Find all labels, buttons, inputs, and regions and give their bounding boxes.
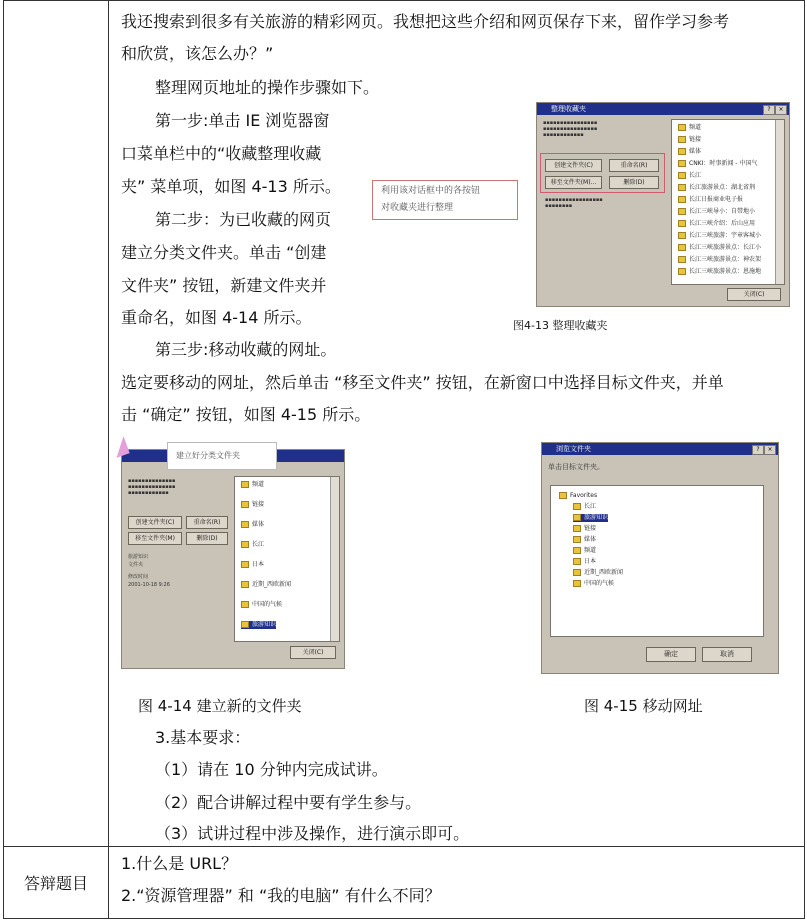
- requirements-title: 3.基本要求：: [155, 728, 251, 747]
- rename-button[interactable]: 重命名(R): [186, 516, 228, 529]
- list-item[interactable]: 长江三峡旅游景点：神农架: [678, 256, 761, 264]
- list-item[interactable]: 媒体: [678, 148, 701, 156]
- info-text: ▪▪▪▪▪▪▪▪▪▪▪▪▪▪▪▪▪ ▪▪▪▪▪▪▪▪: [545, 197, 603, 209]
- step3-line: 选定要移动的网址，然后单击 “移至文件夹” 按钮，在新窗口中选择目标文件夹，并单: [121, 373, 724, 392]
- create-folder-button[interactable]: 创建文件夹(C): [545, 159, 602, 172]
- step2-line: 文件夹” 按钮，新建文件夹并: [121, 276, 327, 295]
- list-item[interactable]: 媒体: [241, 521, 264, 529]
- list-item[interactable]: 日本: [241, 561, 264, 569]
- list-item[interactable]: 长江日报商业电子报: [678, 196, 743, 204]
- folder-tree-item[interactable]: 旅游知识: [573, 514, 608, 522]
- requirement-item: （3）试讲过程中涉及操作，进行演示即可。: [155, 824, 470, 843]
- list-item[interactable]: 长江三峡介绍：后山应用: [678, 220, 755, 228]
- step2-line: 第二步：为已收藏的网页: [155, 210, 332, 229]
- dialog-prompt: 单击目标文件夹。: [548, 463, 604, 471]
- info-type: 文件夹: [128, 562, 144, 568]
- step2-line: 建立分类文件夹。单击 “创建: [121, 243, 327, 262]
- folder-tree[interactable]: [550, 485, 764, 637]
- annotation-callout: [372, 180, 518, 220]
- folder-tree-item[interactable]: 链接: [573, 525, 596, 533]
- folder-tree-item[interactable]: 近期_西欧新闻: [573, 569, 623, 577]
- paragraph-line: 我还搜索到很多有关旅游的精彩网页。我想把这些介绍和网页保存下来，留作学习参考: [121, 12, 730, 31]
- move-to-folder-button[interactable]: 移至文件夹(M): [128, 532, 182, 545]
- help-icon[interactable]: ?: [763, 105, 775, 115]
- question-item: 2.“资源管理器” 和 “我的电脑” 有什么不同？: [121, 886, 441, 905]
- scrollbar[interactable]: [775, 120, 784, 284]
- dialog-description: ▪▪▪▪▪▪▪▪▪▪▪▪▪▪ ▪▪▪▪▪▪▪▪▪▪▪▪▪▪ ▪▪▪▪▪▪▪▪▪▪▪▪: [128, 478, 176, 496]
- list-item[interactable]: 长江: [678, 172, 701, 180]
- move-to-folder-button[interactable]: 移至文件夹(M)...: [545, 176, 602, 189]
- list-item[interactable]: 近期_西欧新闻: [241, 581, 291, 589]
- requirement-item: （2）配合讲解过程中要有学生参与。: [155, 793, 422, 812]
- list-item[interactable]: 长江三峡旅游：宇章客城小: [678, 232, 761, 240]
- folder-tree-item[interactable]: 媒体: [573, 536, 596, 544]
- content-cell: [109, 1, 805, 847]
- list-item[interactable]: 长江三峡旅游景点：长江小: [678, 244, 761, 252]
- defense-questions-label: 答辩题目: [4, 847, 109, 919]
- dialog-description: ▪▪▪▪▪▪▪▪▪▪▪▪▪▪▪▪ ▪▪▪▪▪▪▪▪▪▪▪▪▪▪▪▪ ▪▪▪▪▪▪▪▪▪▪▪▪: [543, 120, 598, 138]
- callout-line: 对收藏夹进行整理: [381, 203, 454, 213]
- scrollbar[interactable]: [330, 477, 339, 641]
- paragraph-line: 和欣赏，该怎么办？”: [121, 44, 274, 63]
- list-item[interactable]: CNKI：时事新闻 - 中国气: [678, 160, 757, 168]
- list-item[interactable]: 链接: [678, 136, 701, 144]
- list-item[interactable]: 长江三峡旅游景点：恩施地: [678, 268, 761, 276]
- dialog-title: 整理收藏夹: [537, 103, 789, 115]
- close-icon[interactable]: ×: [775, 105, 787, 115]
- cancel-button[interactable]: 取消: [702, 647, 752, 662]
- list-item[interactable]: 链接: [241, 501, 264, 509]
- figure-caption: 图 4-15 移动网址: [584, 697, 703, 715]
- list-item[interactable]: 长江旅游景点：湖北省荆: [678, 184, 755, 192]
- list-item[interactable]: 长江: [241, 541, 264, 549]
- close-button[interactable]: 关闭(C): [727, 288, 781, 301]
- empty-label-cell: [4, 1, 109, 847]
- list-item[interactable]: 中国的气候: [241, 601, 282, 609]
- browse-folder-dialog: [541, 442, 779, 674]
- requirement-item: （1）请在 10 分钟内完成试讲。: [155, 760, 388, 779]
- figure-caption: 图 4-14 建立新的文件夹: [138, 697, 302, 715]
- close-button[interactable]: 关闭(C): [290, 646, 336, 659]
- folder-tree-item[interactable]: 日本: [573, 558, 596, 566]
- folder-tree-item[interactable]: 频道: [573, 547, 596, 555]
- create-folder-button[interactable]: 创建文件夹(C): [128, 516, 182, 529]
- list-item[interactable]: 频道: [678, 124, 701, 132]
- callout-line: 利用该对话框中的各按钮: [381, 186, 481, 196]
- figure-caption: 图4-13 整理收藏夹: [513, 319, 608, 332]
- organize-favorites-dialog: [121, 449, 345, 669]
- step3-line: 第三步:移动收藏的网址。: [155, 340, 337, 359]
- highlight-box: [540, 153, 665, 193]
- favorites-listbox[interactable]: [234, 476, 340, 642]
- list-item[interactable]: 旅游知识: [241, 621, 276, 629]
- step1-line: 第一步:单击 IE 浏览器窗: [155, 111, 330, 130]
- info-modified-value: 2001-10-18 9:26: [128, 582, 170, 588]
- delete-button[interactable]: 删除(D): [609, 176, 659, 189]
- rename-button[interactable]: 重命名(R): [609, 159, 659, 172]
- question-item: 1.什么是 URL？: [121, 854, 238, 873]
- questions-cell: [109, 847, 805, 919]
- step1-line: 口菜单栏中的“收藏整理收藏: [121, 144, 322, 163]
- list-item[interactable]: 长江三峡导小：自带地小: [678, 208, 755, 216]
- ok-button[interactable]: 确定: [646, 647, 696, 662]
- annotation-callout: 建立好分类文件夹: [167, 442, 277, 470]
- folder-tree-item[interactable]: 长江: [573, 503, 596, 511]
- paragraph-line: 整理网页地址的操作步骤如下。: [155, 78, 380, 97]
- step3-line: 击 “确定” 按钮，如图 4-15 所示。: [121, 405, 371, 424]
- close-icon[interactable]: ×: [764, 445, 776, 455]
- step1-line: 夹” 菜单项，如图 4-13 所示。: [121, 177, 341, 196]
- list-item[interactable]: 频道: [241, 481, 264, 489]
- info-modified-label: 修改时间: [128, 574, 149, 580]
- folder-tree-item[interactable]: 中国的气候: [573, 580, 614, 588]
- organize-favorites-dialog: [536, 102, 790, 307]
- folder-tree-item[interactable]: Favorites: [559, 492, 597, 500]
- info-name: 旅游知识: [128, 554, 149, 560]
- favorites-listbox[interactable]: [671, 119, 785, 285]
- delete-button[interactable]: 删除(D): [186, 532, 228, 545]
- exam-table: [3, 0, 805, 919]
- dialog-title: 浏览文件夹: [542, 443, 778, 455]
- help-icon[interactable]: ?: [752, 445, 764, 455]
- step2-line: 重命名，如图 4-14 所示。: [121, 308, 312, 327]
